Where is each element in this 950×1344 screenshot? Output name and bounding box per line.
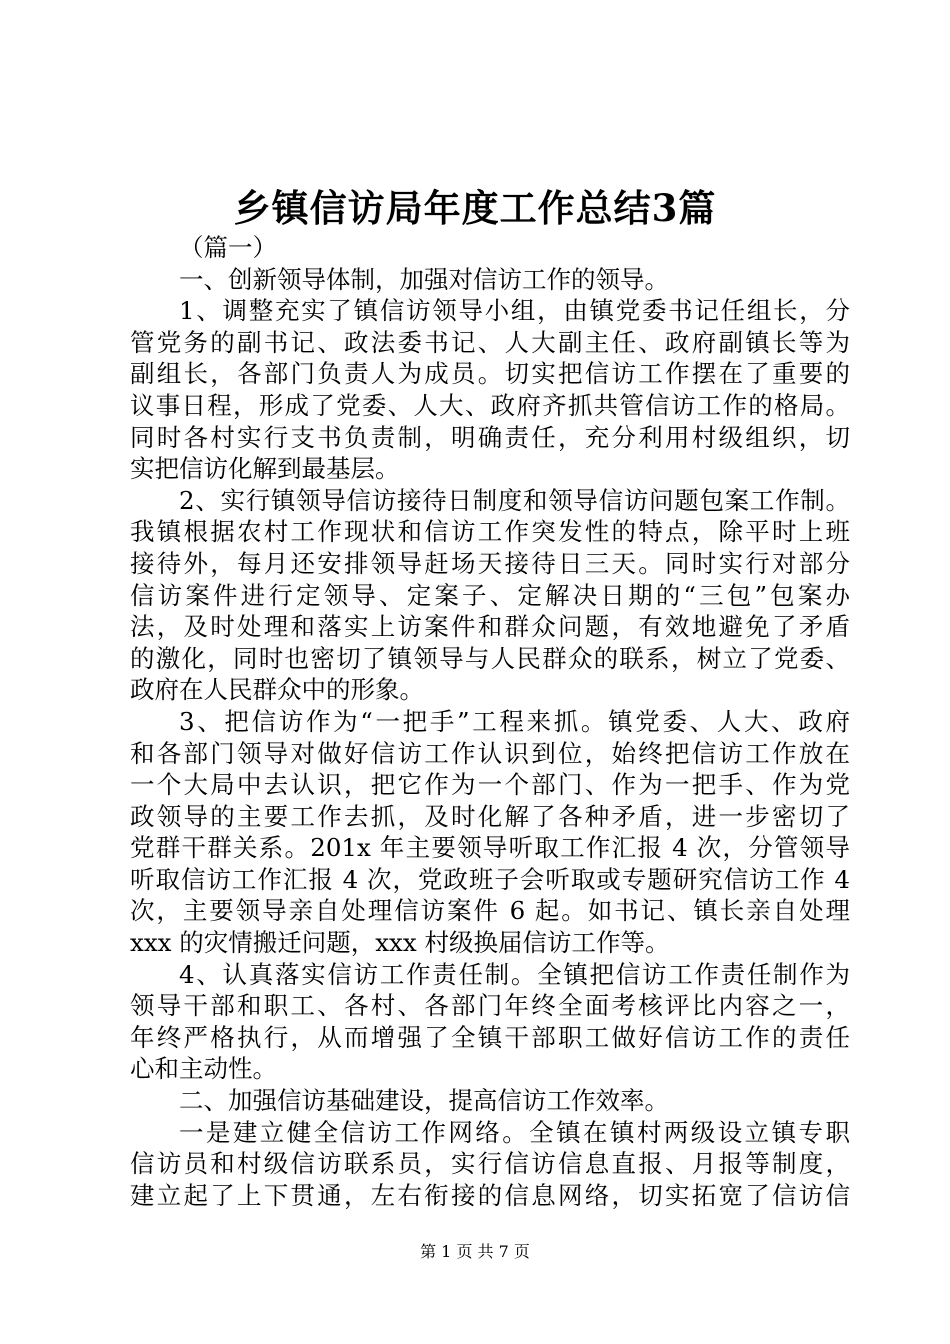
text-line: 政领导的主要工作去抓，及时化解了各种矛盾，进一步密切了	[130, 801, 850, 831]
text-line: 心和主动性。	[130, 1054, 277, 1084]
page-footer: 第 1 页 共 7 页	[420, 1242, 530, 1261]
text-line: 2、实行镇领导信访接待日制度和领导信访问题包案工作制。	[179, 485, 850, 515]
text-line: 听取信访工作汇报 4 次，党政班子会听取或专题研究信访工作 4	[130, 864, 850, 894]
text-line: 同时各村实行支书负责制，明确责任，充分利用村级组织，切	[130, 422, 850, 452]
text-line: 管党务的副书记、政法委书记、人大副主任、政府副镇长等为	[130, 327, 850, 357]
text-line: 二、加强信访基础建设，提高信访工作效率。	[179, 1086, 669, 1116]
text-line: 信访案件进行定领导、定案子、定解决日期的“三包”包案办	[130, 580, 850, 610]
text-line: 接待外，每月还安排领导赶场天接待日三天。同时实行对部分	[130, 548, 850, 578]
text-line: 建立起了上下贯通，左右衔接的信息网络，切实拓宽了信访信	[130, 1180, 850, 1210]
text-line: 政府在人民群众中的形象。	[130, 675, 424, 705]
text-line: 4、认真落实信访工作责任制。全镇把信访工作责任制作为	[179, 959, 850, 989]
text-line: 的激化，同时也密切了镇领导与人民群众的联系，树立了党委、	[130, 643, 850, 673]
text-line: 一是建立健全信访工作网络。全镇在镇村两级设立镇专职	[179, 1117, 850, 1147]
text-line: 年终严格执行，从而增强了全镇干部职工做好信访工作的责任	[130, 1022, 850, 1052]
text-line: 一个大局中去认识，把它作为一个部门、作为一把手、作为党	[130, 770, 850, 800]
text-line: xxx 的灾情搬迁问题，xxx 村级换届信访工作等。	[130, 928, 670, 958]
text-line: 3、把信访作为“一把手”工程来抓。镇党委、人大、政府	[179, 706, 850, 736]
text-line: 和各部门领导对做好信访工作认识到位，始终把信访工作放在	[130, 738, 850, 768]
text-line: （篇一）	[179, 233, 277, 262]
text-line: 次，主要领导亲自处理信访案件 6 起。如书记、镇长亲自处理	[130, 896, 850, 926]
text-line: 1、调整充实了镇信访领导小组，由镇党委书记任组长，分	[179, 296, 850, 326]
text-line: 一、创新领导体制，加强对信访工作的领导。	[179, 264, 669, 294]
document-title: 乡镇信访局年度工作总结3篇	[233, 186, 717, 230]
text-line: 领导干部和职工、各村、各部门年终全面考核评比内容之一，	[130, 991, 850, 1021]
text-line: 议事日程，形成了党委、人大、政府齐抓共管信访工作的格局。	[130, 390, 850, 420]
text-line: 信访员和村级信访联系员，实行信访信息直报、月报等制度，	[130, 1149, 850, 1179]
text-line: 我镇根据农村工作现状和信访工作突发性的特点，除平时上班	[130, 517, 850, 547]
text-line: 党群干群关系。201x 年主要领导听取工作汇报 4 次，分管领导	[130, 833, 850, 863]
text-line: 副组长，各部门负责人为成员。切实把信访工作摆在了重要的	[130, 359, 850, 389]
document-body	[130, 232, 850, 1211]
text-line: 法，及时处理和落实上访案件和群众问题，有效地避免了矛盾	[130, 612, 850, 642]
text-line: 实把信访化解到最基层。	[130, 454, 400, 484]
